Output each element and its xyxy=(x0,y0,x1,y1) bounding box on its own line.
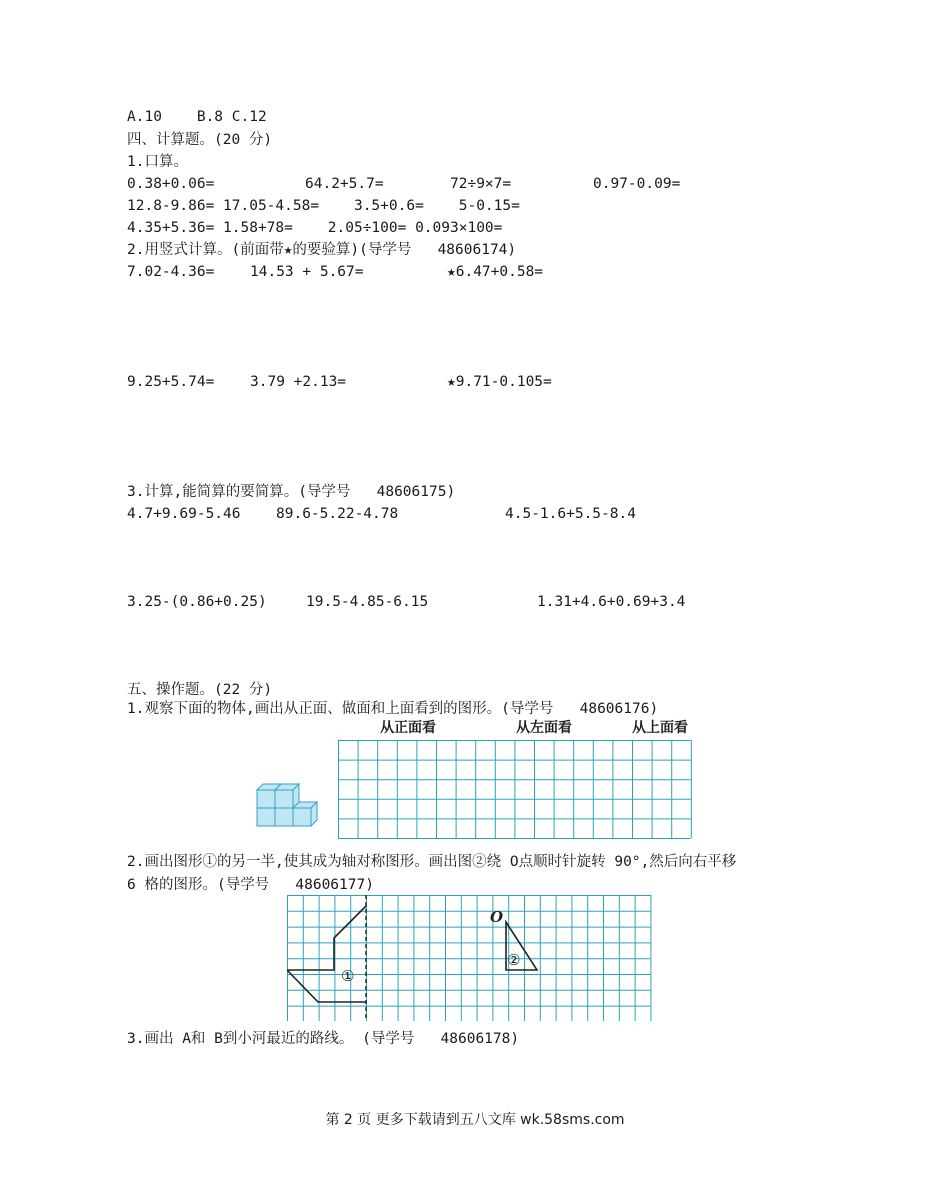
q1-title: 1.口算。 xyxy=(127,154,188,170)
q2-title: 2.用竖式计算。(前面带★的要验算)(导学号 48606174) xyxy=(127,242,517,258)
q3-item: 89.6-5.22-4.78 xyxy=(276,506,399,522)
q2-item: 14.53 + 5.67= xyxy=(250,264,364,280)
shape-2-label: ② xyxy=(507,951,521,969)
op-q3-title: 3.画出 A和 B到小河最近的路线。 (导学号 48606178) xyxy=(127,1031,520,1047)
page-footer: 第 2 页 更多下载请到五八文库 wk.58sms.com xyxy=(325,1112,625,1128)
section5-heading: 五、操作题。(22 分) xyxy=(127,682,273,698)
q1-item: 0.97-0.09= xyxy=(593,176,681,192)
q1-item: 72÷9×7= xyxy=(450,176,512,192)
q3-item: 19.5-4.85-6.15 xyxy=(306,594,429,610)
q3-item: 4.5-1.6+5.5-8.4 xyxy=(505,506,636,522)
q3-item: 3.25-(0.86+0.25) xyxy=(127,594,267,610)
view-label-front: 从正面看 xyxy=(380,720,436,736)
previous-options: A.10 B.8 C.12 xyxy=(127,109,267,125)
q1-row3: 4.35+5.36= 1.58+78= 2.05÷100= 0.093×100= xyxy=(127,220,503,236)
q2-item: 9.25+5.74= xyxy=(127,374,215,390)
shape-1-half xyxy=(287,906,366,1002)
q1-item: 64.2+5.7= xyxy=(305,176,384,192)
q2-item: 3.79 +2.13= xyxy=(250,374,347,390)
q2-item: 7.02-4.36= xyxy=(127,264,215,280)
q1-row2: 12.8-9.86= 17.05-4.58= 3.5+0.6= 5-0.15= xyxy=(127,198,520,214)
views-grid xyxy=(338,740,694,842)
q3-item: 1.31+4.6+0.69+3.4 xyxy=(537,594,686,610)
q3-title: 3.计算,能简算的要简算。(导学号 48606175) xyxy=(127,484,456,500)
view-label-top: 从上面看 xyxy=(632,720,688,736)
cube-stack-figure xyxy=(252,782,322,828)
op-q2-title-line2: 6 格的图形。(导学号 48606177) xyxy=(127,877,374,893)
transform-grid xyxy=(287,895,663,1021)
section4-heading: 四、计算题。(20 分) xyxy=(127,132,273,148)
shape-1-label: ① xyxy=(341,967,355,985)
q2-item: ★9.71-0.105= xyxy=(447,374,552,390)
q1-item: 0.38+0.06= xyxy=(127,176,215,192)
point-o-label: O xyxy=(490,908,504,926)
q2-item: ★6.47+0.58= xyxy=(447,264,544,280)
op-q1-title: 1.观察下面的物体,画出从正面、做面和上面看到的图形。(导学号 48606176) xyxy=(127,701,659,717)
q3-item: 4.7+9.69-5.46 xyxy=(127,506,241,522)
op-q2-title-line1: 2.画出图形①的另一半,使其成为轴对称图形。画出图②绕 O点顺时针旋转 90°,然后向右平移 xyxy=(127,854,737,870)
view-label-left: 从左面看 xyxy=(516,720,572,736)
